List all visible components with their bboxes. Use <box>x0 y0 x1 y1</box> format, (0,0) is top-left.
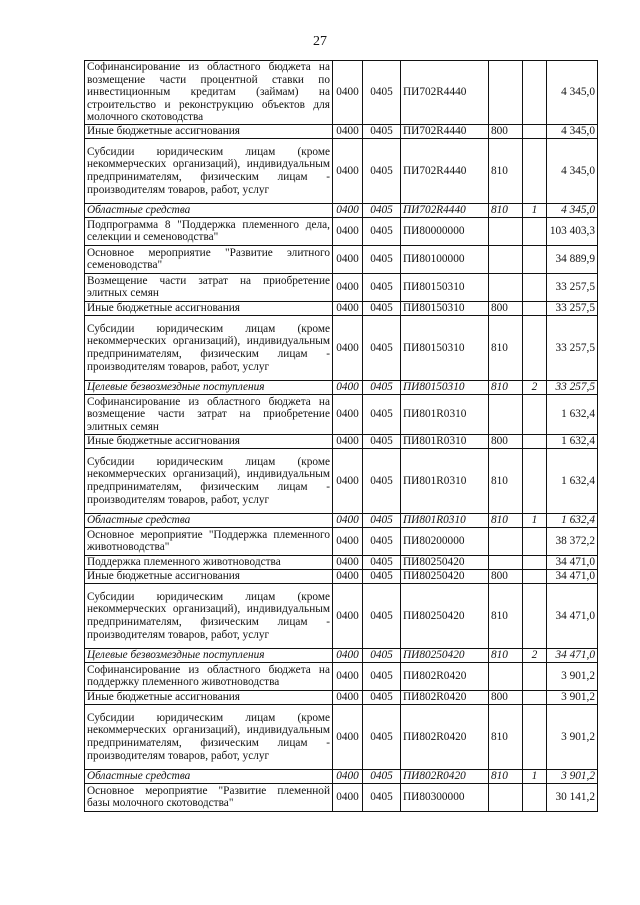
row-funding-source <box>523 555 547 569</box>
table-row <box>85 569 598 583</box>
row-expense-type: 800 <box>489 301 523 315</box>
row-subsection: 0405 <box>363 527 401 555</box>
row-subsection: 0405 <box>363 273 401 301</box>
row-chapter: 0400 <box>333 648 363 662</box>
row-funding-source <box>523 61 547 125</box>
row-amount: 33 257,5 <box>547 315 598 380</box>
row-amount: 4 345,0 <box>547 138 598 203</box>
row-expense-type: 810 <box>489 448 523 513</box>
row-funding-source <box>523 527 547 555</box>
row-amount: 1 632,4 <box>547 394 598 434</box>
row-name: Основное мероприятие "Развитие племенной базы молочного скотоводства" <box>85 783 333 811</box>
row-name: Софинансирование из областного бюджета на возмещение части процентной ставки по инвестиционным кредитам (займам) на строительство и реконструкцию объектов для молочного скотоводства <box>85 61 333 125</box>
row-amount: 33 257,5 <box>547 301 598 315</box>
row-amount: 3 901,2 <box>547 662 598 690</box>
row-expense-type: 800 <box>489 434 523 448</box>
table-row <box>85 434 598 448</box>
row-funding-source <box>523 448 547 513</box>
row-chapter: 0400 <box>333 61 363 125</box>
row-chapter: 0400 <box>333 769 363 783</box>
row-chapter: 0400 <box>333 138 363 203</box>
row-name: Софинансирование из областного бюджета на возмещение части затрат на приобретение элитных семян <box>85 394 333 434</box>
row-expense-type: 810 <box>489 704 523 769</box>
row-funding-source <box>523 704 547 769</box>
row-funding-source <box>523 138 547 203</box>
row-amount: 34 471,0 <box>547 555 598 569</box>
row-funding-source: 1 <box>523 203 547 217</box>
row-name: Областные средства <box>85 769 333 783</box>
row-name: Субсидии юридическим лицам (кроме некоммерческих организаций), индивидуальным предпринимателям, физическим лицам - производителям товаров, работ, услуг <box>85 448 333 513</box>
row-name: Субсидии юридическим лицам (кроме некоммерческих организаций), индивидуальным предпринимателям, физическим лицам - производителям товаров, работ, услуг <box>85 704 333 769</box>
row-expense-type <box>489 273 523 301</box>
row-name: Целевые безвозмездные поступления <box>85 648 333 662</box>
row-funding-source <box>523 301 547 315</box>
row-amount: 1 632,4 <box>547 434 598 448</box>
row-subsection: 0405 <box>363 662 401 690</box>
row-name: Субсидии юридическим лицам (кроме некоммерческих организаций), индивидуальным предпринимателям, физическим лицам - производителям товаров, работ, услуг <box>85 583 333 648</box>
row-target-article: ПИ802R0420 <box>401 690 489 704</box>
row-target-article: ПИ80250420 <box>401 648 489 662</box>
row-expense-type: 810 <box>489 648 523 662</box>
row-chapter: 0400 <box>333 124 363 138</box>
row-target-article: ПИ801R0310 <box>401 434 489 448</box>
row-funding-source <box>523 394 547 434</box>
row-chapter: 0400 <box>333 704 363 769</box>
row-chapter: 0400 <box>333 513 363 527</box>
table-row <box>85 448 598 513</box>
row-name: Иные бюджетные ассигнования <box>85 124 333 138</box>
row-subsection: 0405 <box>363 448 401 513</box>
row-subsection: 0405 <box>363 704 401 769</box>
row-expense-type <box>489 61 523 125</box>
row-name: Подпрограмма 8 "Поддержка племенного дела, селекции и семеноводства" <box>85 217 333 245</box>
row-subsection: 0405 <box>363 769 401 783</box>
row-target-article: ПИ702R4440 <box>401 138 489 203</box>
row-funding-source <box>523 662 547 690</box>
table-row <box>85 527 598 555</box>
row-chapter: 0400 <box>333 245 363 273</box>
row-name: Субсидии юридическим лицам (кроме некоммерческих организаций), индивидуальным предпринимателям, физическим лицам - производителям товаров, работ, услуг <box>85 315 333 380</box>
row-subsection: 0405 <box>363 380 401 394</box>
row-amount: 4 345,0 <box>547 124 598 138</box>
row-chapter: 0400 <box>333 448 363 513</box>
row-chapter: 0400 <box>333 555 363 569</box>
row-funding-source: 1 <box>523 513 547 527</box>
row-funding-source <box>523 569 547 583</box>
row-name: Иные бюджетные ассигнования <box>85 690 333 704</box>
row-amount: 33 257,5 <box>547 380 598 394</box>
row-chapter: 0400 <box>333 273 363 301</box>
row-subsection: 0405 <box>363 61 401 125</box>
row-expense-type: 810 <box>489 315 523 380</box>
row-target-article: ПИ80250420 <box>401 583 489 648</box>
row-expense-type <box>489 662 523 690</box>
page-number: 27 <box>313 34 327 49</box>
row-funding-source <box>523 245 547 273</box>
table-row <box>85 769 598 783</box>
row-amount: 33 257,5 <box>547 273 598 301</box>
table-row <box>85 704 598 769</box>
row-target-article: ПИ80150310 <box>401 380 489 394</box>
table-row <box>85 245 598 273</box>
row-amount: 34 889,9 <box>547 245 598 273</box>
row-expense-type <box>489 245 523 273</box>
row-funding-source: 2 <box>523 380 547 394</box>
row-target-article: ПИ80250420 <box>401 569 489 583</box>
row-amount: 1 632,4 <box>547 513 598 527</box>
row-target-article: ПИ80150310 <box>401 273 489 301</box>
row-funding-source <box>523 315 547 380</box>
row-amount: 34 471,0 <box>547 583 598 648</box>
row-funding-source <box>523 124 547 138</box>
row-expense-type <box>489 783 523 811</box>
row-name: Софинансирование из областного бюджета на поддержку племенного животноводства <box>85 662 333 690</box>
row-subsection: 0405 <box>363 555 401 569</box>
row-expense-type <box>489 555 523 569</box>
row-chapter: 0400 <box>333 301 363 315</box>
budget-table-body <box>85 61 598 812</box>
row-chapter: 0400 <box>333 690 363 704</box>
row-expense-type: 800 <box>489 569 523 583</box>
row-target-article: ПИ702R4440 <box>401 61 489 125</box>
table-row <box>85 124 598 138</box>
row-subsection: 0405 <box>363 434 401 448</box>
row-expense-type <box>489 527 523 555</box>
table-row <box>85 783 598 811</box>
row-expense-type <box>489 394 523 434</box>
table-row <box>85 217 598 245</box>
table-row <box>85 315 598 380</box>
row-amount: 3 901,2 <box>547 704 598 769</box>
row-subsection: 0405 <box>363 783 401 811</box>
row-amount: 4 345,0 <box>547 203 598 217</box>
row-chapter: 0400 <box>333 783 363 811</box>
table-row <box>85 690 598 704</box>
row-chapter: 0400 <box>333 315 363 380</box>
table-row <box>85 513 598 527</box>
row-funding-source <box>523 217 547 245</box>
row-expense-type: 810 <box>489 138 523 203</box>
row-amount: 4 345,0 <box>547 61 598 125</box>
row-name: Целевые безвозмездные поступления <box>85 380 333 394</box>
table-row <box>85 662 598 690</box>
row-funding-source <box>523 434 547 448</box>
row-expense-type: 810 <box>489 583 523 648</box>
row-funding-source: 1 <box>523 769 547 783</box>
row-subsection: 0405 <box>363 203 401 217</box>
row-target-article: ПИ80250420 <box>401 555 489 569</box>
row-amount: 103 403,3 <box>547 217 598 245</box>
row-name: Областные средства <box>85 203 333 217</box>
row-target-article: ПИ801R0310 <box>401 394 489 434</box>
row-chapter: 0400 <box>333 380 363 394</box>
row-name: Субсидии юридическим лицам (кроме некоммерческих организаций), индивидуальным предпринимателям, физическим лицам - производителям товаров, работ, услуг <box>85 138 333 203</box>
row-name: Областные средства <box>85 513 333 527</box>
row-subsection: 0405 <box>363 315 401 380</box>
row-funding-source <box>523 273 547 301</box>
row-subsection: 0405 <box>363 301 401 315</box>
row-target-article: ПИ802R0420 <box>401 704 489 769</box>
row-subsection: 0405 <box>363 648 401 662</box>
row-target-article: ПИ802R0420 <box>401 662 489 690</box>
table-row <box>85 138 598 203</box>
row-target-article: ПИ702R4440 <box>401 203 489 217</box>
row-chapter: 0400 <box>333 217 363 245</box>
row-amount: 34 471,0 <box>547 648 598 662</box>
table-row <box>85 61 598 125</box>
row-target-article: ПИ801R0310 <box>401 448 489 513</box>
row-chapter: 0400 <box>333 394 363 434</box>
row-funding-source <box>523 583 547 648</box>
row-subsection: 0405 <box>363 569 401 583</box>
row-target-article: ПИ80200000 <box>401 527 489 555</box>
row-target-article: ПИ80150310 <box>401 301 489 315</box>
row-expense-type: 810 <box>489 769 523 783</box>
row-funding-source <box>523 690 547 704</box>
row-expense-type: 810 <box>489 203 523 217</box>
row-name: Основное мероприятие "Поддержка племенного животноводства" <box>85 527 333 555</box>
table-row <box>85 648 598 662</box>
row-funding-source <box>523 783 547 811</box>
row-subsection: 0405 <box>363 245 401 273</box>
row-expense-type <box>489 217 523 245</box>
table-row <box>85 394 598 434</box>
row-expense-type: 800 <box>489 690 523 704</box>
table-row <box>85 380 598 394</box>
row-expense-type: 810 <box>489 380 523 394</box>
row-funding-source: 2 <box>523 648 547 662</box>
table-row <box>85 301 598 315</box>
row-target-article: ПИ801R0310 <box>401 513 489 527</box>
row-target-article: ПИ802R0420 <box>401 769 489 783</box>
row-amount: 34 471,0 <box>547 569 598 583</box>
row-name: Иные бюджетные ассигнования <box>85 434 333 448</box>
row-expense-type: 800 <box>489 124 523 138</box>
budget-table <box>84 60 598 812</box>
row-amount: 30 141,2 <box>547 783 598 811</box>
row-amount: 3 901,2 <box>547 769 598 783</box>
row-chapter: 0400 <box>333 527 363 555</box>
row-subsection: 0405 <box>363 690 401 704</box>
row-subsection: 0405 <box>363 513 401 527</box>
row-target-article: ПИ80150310 <box>401 315 489 380</box>
row-chapter: 0400 <box>333 662 363 690</box>
row-name: Поддержка племенного животноводства <box>85 555 333 569</box>
row-amount: 38 372,2 <box>547 527 598 555</box>
row-amount: 1 632,4 <box>547 448 598 513</box>
row-name: Иные бюджетные ассигнования <box>85 569 333 583</box>
table-row <box>85 203 598 217</box>
row-subsection: 0405 <box>363 124 401 138</box>
row-chapter: 0400 <box>333 583 363 648</box>
row-name: Основное мероприятие "Развитие элитного семеноводства" <box>85 245 333 273</box>
row-target-article: ПИ702R4440 <box>401 124 489 138</box>
row-target-article: ПИ80300000 <box>401 783 489 811</box>
table-row <box>85 555 598 569</box>
row-subsection: 0405 <box>363 583 401 648</box>
row-target-article: ПИ80000000 <box>401 217 489 245</box>
row-name: Иные бюджетные ассигнования <box>85 301 333 315</box>
table-row <box>85 583 598 648</box>
row-chapter: 0400 <box>333 569 363 583</box>
table-row <box>85 273 598 301</box>
row-subsection: 0405 <box>363 394 401 434</box>
row-target-article: ПИ80100000 <box>401 245 489 273</box>
row-subsection: 0405 <box>363 138 401 203</box>
row-chapter: 0400 <box>333 434 363 448</box>
row-name: Возмещение части затрат на приобретение элитных семян <box>85 273 333 301</box>
row-chapter: 0400 <box>333 203 363 217</box>
row-expense-type: 810 <box>489 513 523 527</box>
row-subsection: 0405 <box>363 217 401 245</box>
row-amount: 3 901,2 <box>547 690 598 704</box>
